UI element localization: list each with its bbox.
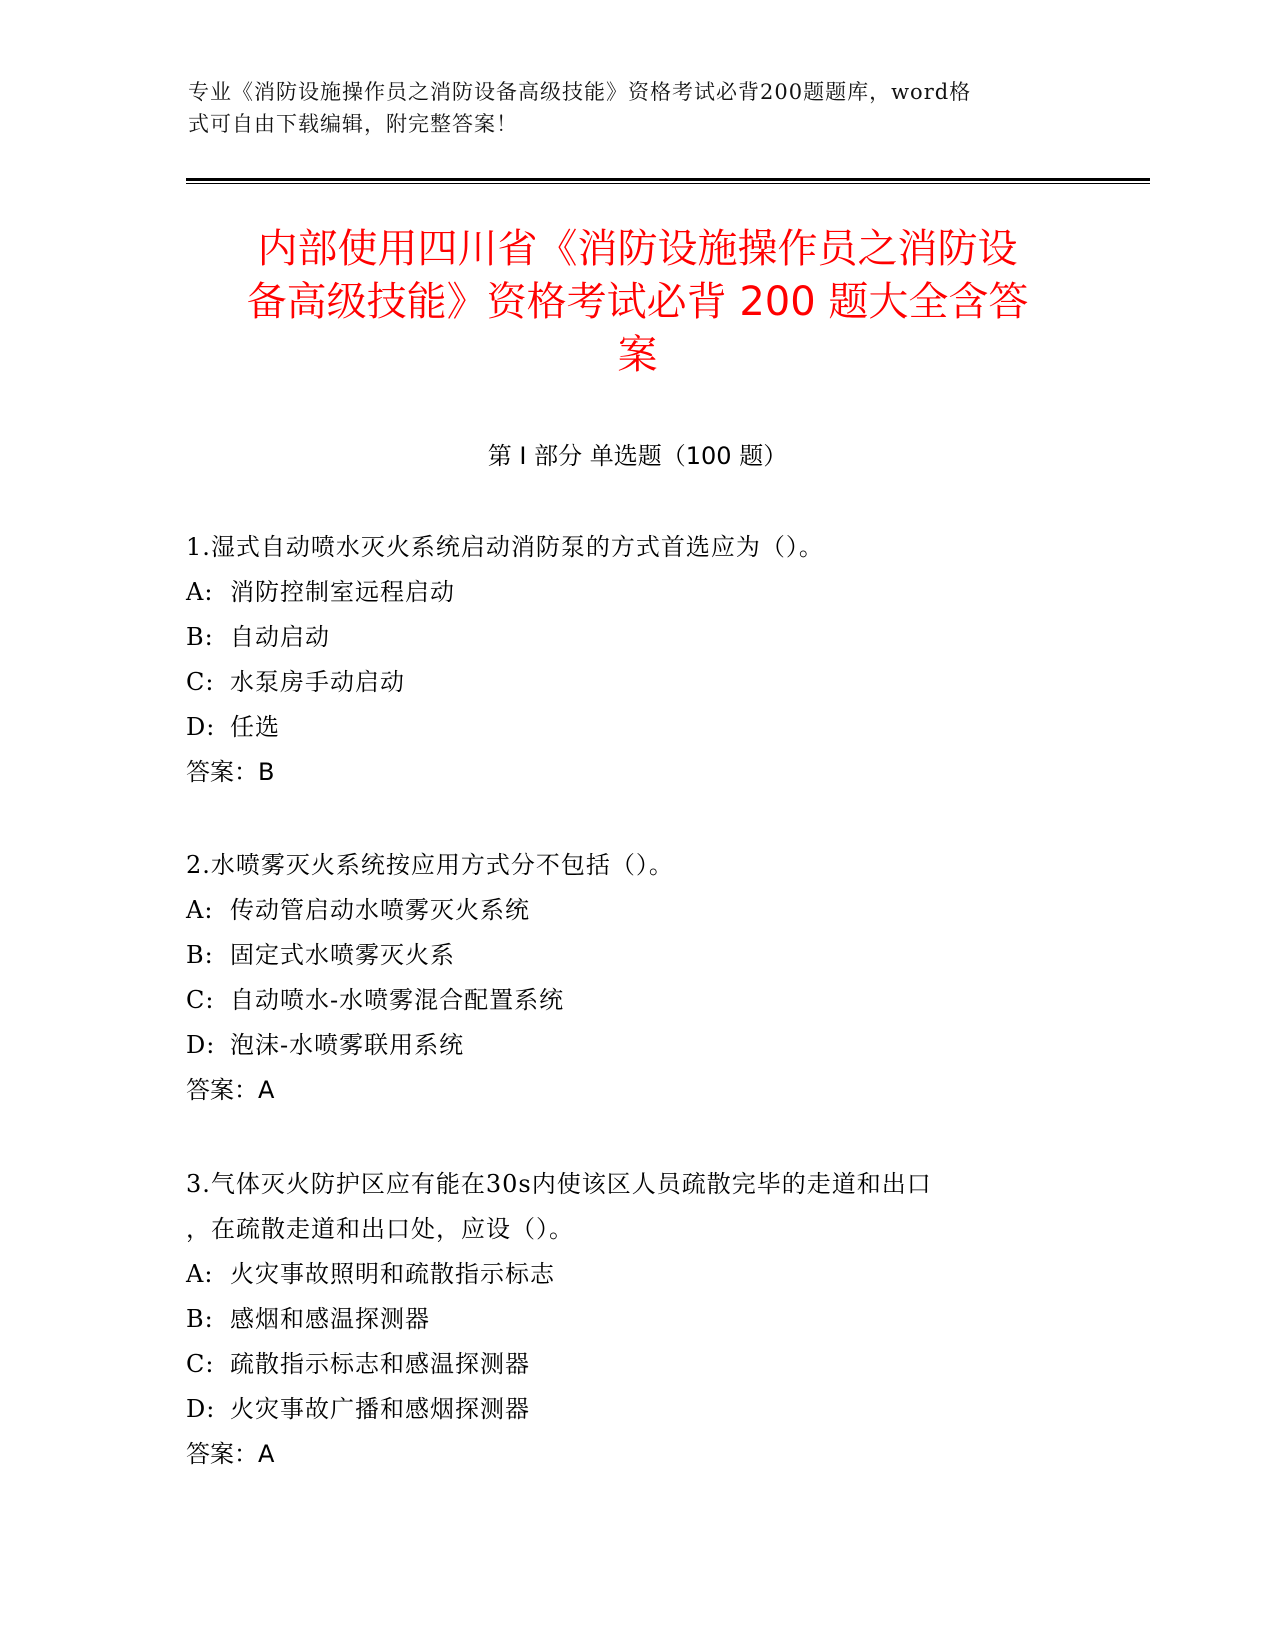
option-text: 感烟和感温探测器 xyxy=(230,1305,430,1333)
question-stem: 1.湿式自动喷水灭火系统启动消防泵的方式首选应为（）。 xyxy=(186,533,824,561)
header-note xyxy=(188,76,1068,140)
option-c xyxy=(186,1342,1086,1387)
header-divider-thick xyxy=(186,178,1150,181)
option-letter: B: xyxy=(186,941,214,969)
option-letter: B: xyxy=(186,623,214,651)
option-a xyxy=(186,1252,1086,1297)
option-text: 任选 xyxy=(230,713,280,741)
option-text: 水泵房手动启动 xyxy=(230,668,405,696)
option-text: 传动管启动水喷雾灭火系统 xyxy=(230,896,530,924)
option-letter: C: xyxy=(186,1350,215,1378)
option-d xyxy=(186,1387,1086,1432)
option-text: 自动喷水-水喷雾混合配置系统 xyxy=(230,986,565,1014)
option-letter: D: xyxy=(186,1031,216,1059)
answer-line: 答案：B xyxy=(186,758,275,786)
option-letter: D: xyxy=(186,713,216,741)
option-letter: C: xyxy=(186,986,215,1014)
question-stem: 3.气体灭火防护区应有能在30s内使该区人员疏散完毕的走道和出口 xyxy=(186,1170,932,1198)
option-c xyxy=(186,660,1086,705)
option-text: 泡沫-水喷雾联用系统 xyxy=(230,1031,465,1059)
answer-line: 答案：A xyxy=(186,1440,275,1468)
document-title-line: 内部使用四川省《消防设施操作员之消防设 xyxy=(257,226,1018,272)
option-letter: A: xyxy=(186,896,214,924)
option-text: 自动启动 xyxy=(230,623,330,651)
answer-line: 答案：A xyxy=(186,1076,275,1104)
header-note-line: 式可自由下载编辑，附完整答案！ xyxy=(188,112,518,136)
option-text: 固定式水喷雾灭火系 xyxy=(230,941,455,969)
question-1 xyxy=(186,525,1086,795)
document-title-line: 案 xyxy=(617,332,658,378)
option-text: 火灾事故照明和疏散指示标志 xyxy=(230,1260,555,1288)
option-d xyxy=(186,705,1086,750)
option-letter: A: xyxy=(186,578,214,606)
question-stem-continued: ，在疏散走道和出口处，应设（）。 xyxy=(186,1215,574,1243)
option-letter: D: xyxy=(186,1395,216,1423)
option-b xyxy=(186,933,1086,978)
question-2 xyxy=(186,843,1086,1113)
option-a xyxy=(186,570,1086,615)
header-note-line: 专业《消防设施操作员之消防设备高级技能》资格考试必背200题题库，word格 xyxy=(188,80,972,104)
option-c xyxy=(186,978,1086,1023)
option-a xyxy=(186,888,1086,933)
option-b xyxy=(186,1297,1086,1342)
option-letter: A: xyxy=(186,1260,214,1288)
option-text: 疏散指示标志和感温探测器 xyxy=(230,1350,530,1378)
option-b xyxy=(186,615,1086,660)
question-stem: 2.水喷雾灭火系统按应用方式分不包括（）。 xyxy=(186,851,674,879)
option-letter: C: xyxy=(186,668,215,696)
header-divider-thin xyxy=(186,183,1150,184)
document-title-line: 备高级技能》资格考试必背 200 题大全含答 xyxy=(246,279,1029,325)
option-letter: B: xyxy=(186,1305,214,1333)
option-d xyxy=(186,1023,1086,1068)
question-3 xyxy=(186,1162,1086,1477)
option-text: 火灾事故广播和感烟探测器 xyxy=(230,1395,530,1423)
option-text: 消防控制室远程启动 xyxy=(230,578,455,606)
section-title: 第 I 部分 单选题（100 题） xyxy=(487,442,788,470)
document-title xyxy=(150,223,1125,382)
